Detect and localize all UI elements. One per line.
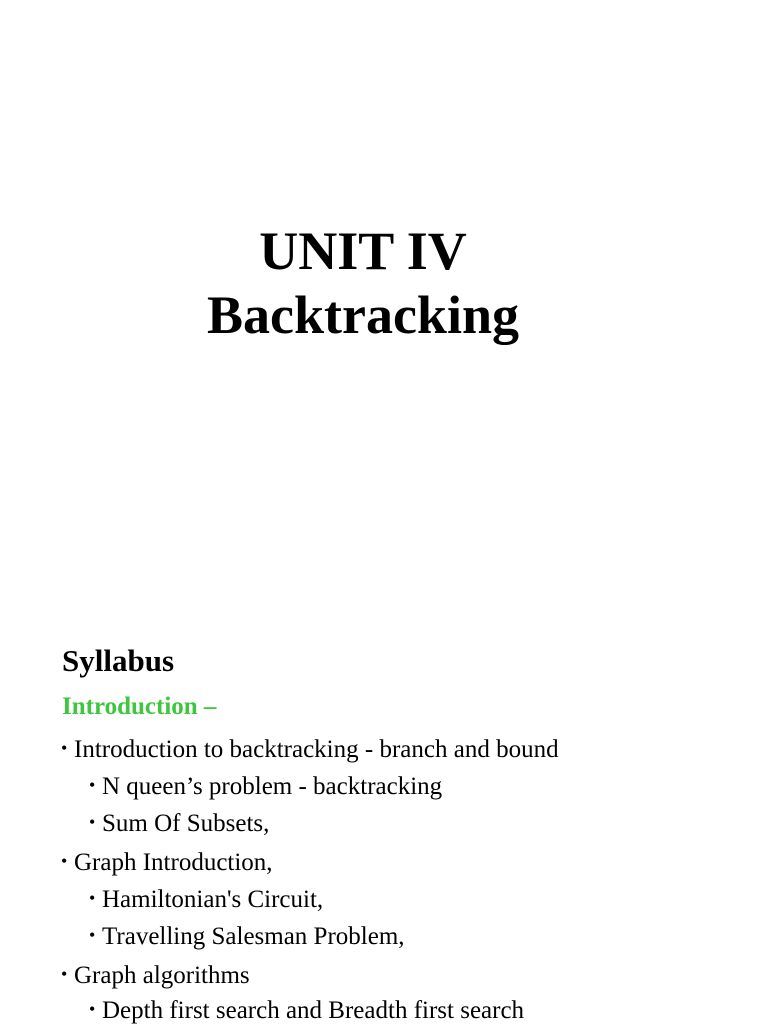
bullet-icon: • — [89, 999, 96, 1019]
list-item — [89, 881, 323, 917]
list-item-text: Introduction to backtracking - branch and bound — [74, 736, 559, 763]
syllabus-heading: Syllabus — [62, 643, 175, 678]
list-item — [61, 844, 273, 880]
list-item — [89, 918, 405, 954]
list-item — [61, 957, 250, 993]
section-label-introduction: Introduction – — [62, 693, 217, 720]
list-item-text: Graph Introduction, — [74, 849, 273, 876]
list-item — [61, 731, 559, 767]
list-item-text: N queen’s problem - backtracking — [102, 773, 443, 800]
list-item — [89, 992, 524, 1024]
bullet-icon: • — [89, 775, 96, 795]
list-item-text: Hamiltonian's Circuit, — [102, 886, 324, 913]
bullet-icon: • — [89, 812, 96, 832]
list-item — [89, 805, 269, 841]
bullet-icon: • — [61, 738, 68, 758]
bullet-icon: • — [61, 851, 68, 871]
bullet-icon: • — [61, 964, 68, 984]
bullet-icon: • — [89, 888, 96, 908]
list-item-text: Sum Of Subsets, — [102, 810, 270, 837]
list-item-text: Travelling Salesman Problem, — [102, 923, 405, 950]
title-unit: UNIT IV — [259, 221, 467, 281]
bullet-icon: • — [89, 925, 96, 945]
list-item-text: Depth first search and Breadth first search — [102, 997, 525, 1024]
list-item-text: Graph algorithms — [74, 962, 250, 989]
title-topic: Backtracking — [206, 285, 519, 345]
list-item — [89, 768, 442, 804]
